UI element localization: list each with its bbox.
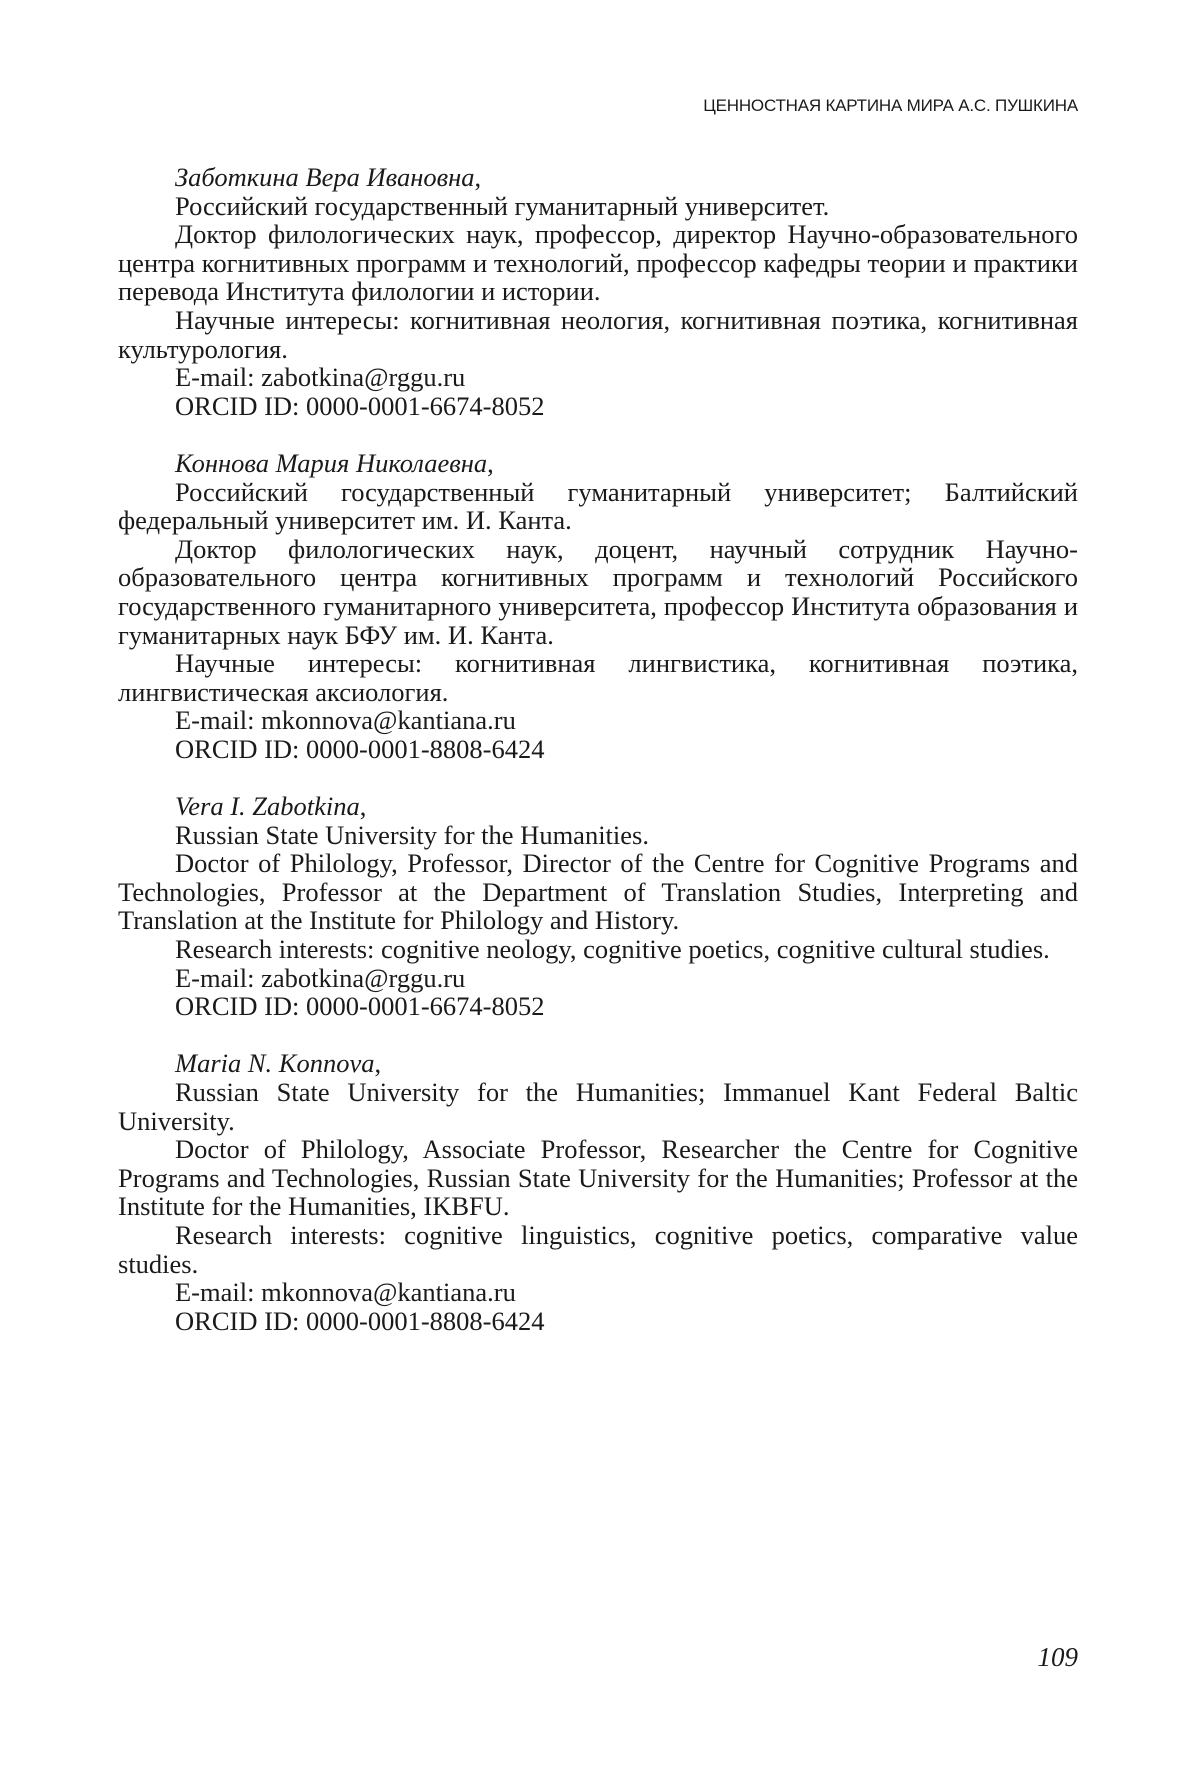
author-orcid: ORCID ID: 0000-0001-8808-6424 xyxy=(175,733,545,764)
author-position: Doctor of Philology, Associate Professor, Researcher the Centre for Cognitive Programs and Technologies, Russian State University for the Humanities; Professor at the Institute for the Humanities, IKBFU. xyxy=(118,1134,1078,1222)
author-orcid: ORCID ID: 0000-0001-8808-6424 xyxy=(175,1305,545,1336)
author-email: E-mail: mkonnova@kantiana.ru xyxy=(175,705,516,736)
author-bio-zabotkina-ru: Заботкина Вера Ивановна, Российский государственный гуманитарный университет. Доктор филологических наук, профессор, директор Научно-образовательного центра когнитивных программ и технологий, профессор кафедры теории и практики перевода Института филологии и истории. Научные интересы: когнитивная неология, когнитивная поэтика, когнитивная культурология. E-mail: zabotkina@rggu.ru ORCID ID: 0000-0001-6674-8052 xyxy=(118,162,1078,421)
author-affiliation: Российский государственный гуманитарный университет. xyxy=(175,190,830,221)
author-position: Доктор филологических наук, доцент, научный сотрудник Научно-образовательного центра когнитивных программ и технологий Российского государственного гуманитарного университета, профессор Института образования и гуманитарных наук БФУ им. И. Канта. xyxy=(118,533,1078,650)
author-position: Доктор филологических наук, профессор, директор Научно-образовательного центра когнитивных программ и технологий, профессор кафедры теории и практики перевода Института филологии и истории. xyxy=(118,219,1078,307)
author-bio-konnova-ru: Коннова Мария Николаевна, Российский государственный гуманитарный университет; Балтийский федеральный университет им. И. Канта. Доктор филологических наук, доцент, научный сотрудник Научно-образовательного центра когнитивных программ и технологий Российского государственного гуманитарного университета, профессор Института образования и гуманитарных наук БФУ им. И. Канта. Научные интересы: когнитивная лингвистика, когнитивная поэтика, лингвистическая аксиология. E-mail: mkonnova@kantiana.ru ORCID ID: 0000-0001-8808-6424 xyxy=(118,447,1078,764)
author-interests: Научные интересы: когнитивная неология, когнитивная поэтика, когнитивная культурология. xyxy=(118,304,1078,364)
author-affiliation: Russian State University for the Humanities; Immanuel Kant Federal Baltic University. xyxy=(118,1077,1078,1136)
running-header: ЦЕННОСТНАЯ КАРТИНА МИРА А.С. ПУШКИНА xyxy=(703,96,1078,115)
author-name: Vera I. Zabotkina xyxy=(175,791,360,822)
author-orcid: ORCID ID: 0000-0001-6674-8052 xyxy=(175,390,545,421)
author-bios xyxy=(118,163,1078,1335)
author-name: Коннова Мария Николаевна xyxy=(175,447,488,478)
author-affiliation: Russian State University for the Humanities. xyxy=(175,819,649,850)
author-email: E-mail: mkonnova@kantiana.ru xyxy=(175,1277,516,1308)
author-affiliation: Российский государственный гуманитарный университет; Балтийский федеральный университет им. И. Канта. xyxy=(118,476,1078,536)
author-email: E-mail: zabotkina@rggu.ru xyxy=(175,362,466,393)
author-name: Заботкина Вера Ивановна xyxy=(175,162,475,192)
author-position: Doctor of Philology, Professor, Director of the Centre for Cognitive Programs and Technologies, Professor at the Department of Translation Studies, Interpreting and Translation at the Institute for Philology and History. xyxy=(118,848,1078,936)
page-number: 109 xyxy=(1037,1642,1078,1672)
author-bio-zabotkina-en: Vera I. Zabotkina, Russian State University for the Humanities. Doctor of Philology, Professor, Director of the Centre for Cognitive Programs and Technologies, Professor at the Department of Translation Studies, Interpreting and Translation at the Institute for Philology and History. Research interests: cognitive neology, cognitive poetics, cognitive cultural studies. E-mail: zabotkina@rggu.ru ORCID ID: 0000-0001-6674-8052 xyxy=(118,791,1078,1022)
author-interests: Научные интересы: когнитивная лингвистика, когнитивная поэтика, лингвистическая аксиология. xyxy=(118,648,1078,707)
author-bio-konnova-en: Maria N. Konnova, Russian State University for the Humanities; Immanuel Kant Federal Baltic University. Doctor of Philology, Associate Professor, Researcher the Centre for Cognitive Programs and Technologies, Russian State University for the Humanities; Professor at the Institute for the Humanities, IKBFU. Research interests: cognitive linguistics, cognitive poetics, comparative value studies. E-mail: mkonnova@kantiana.ru ORCID ID: 0000-0001-8808-6424 xyxy=(118,1048,1078,1336)
author-name: Maria N. Konnova xyxy=(175,1048,375,1079)
author-interests: Research interests: cognitive linguistics, cognitive poetics, comparative value studies. xyxy=(118,1219,1078,1279)
author-interests: Research interests: cognitive neology, cognitive poetics, cognitive cultural studies. xyxy=(175,934,1050,965)
author-orcid: ORCID ID: 0000-0001-6674-8052 xyxy=(175,991,545,1022)
author-email: E-mail: zabotkina@rggu.ru xyxy=(175,962,466,993)
